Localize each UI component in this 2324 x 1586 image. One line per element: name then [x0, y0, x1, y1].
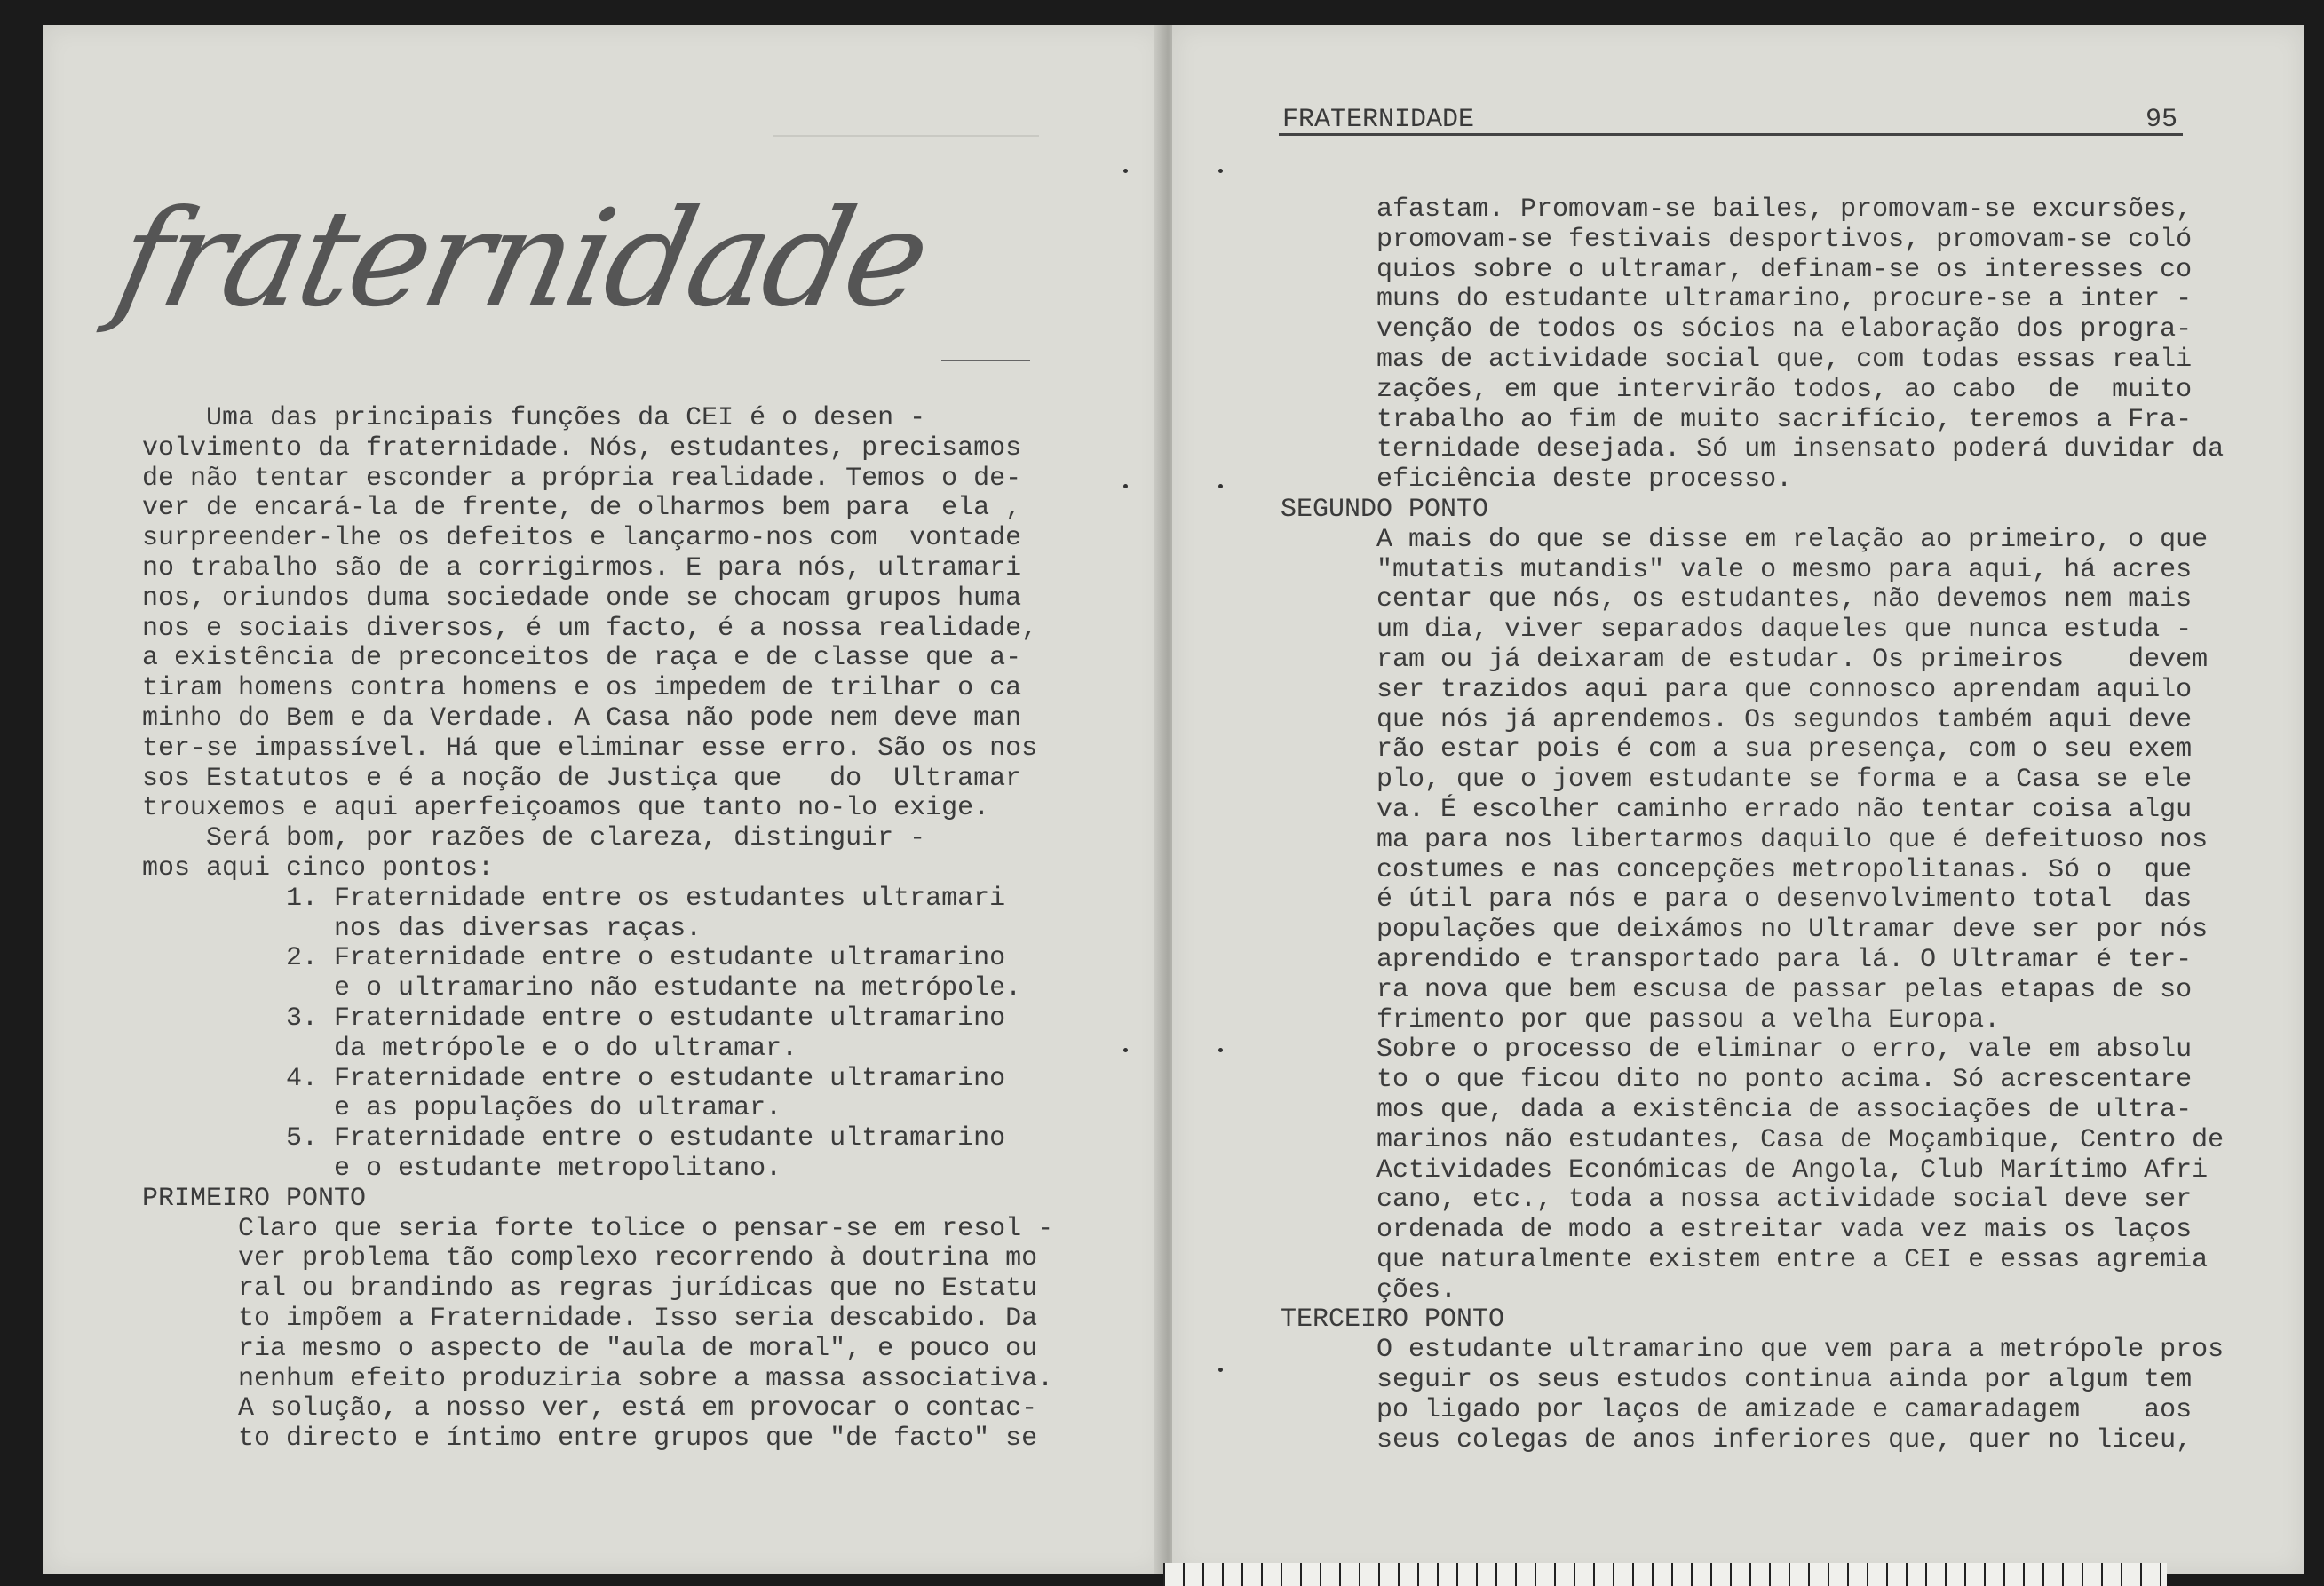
text-line: trabalho ao fim de muito sacrifício, teremos a Fra- [1281, 404, 2193, 435]
text-line: TERCEIRO PONTO [1281, 1304, 1505, 1336]
binding-hole [1218, 1048, 1223, 1052]
text-line: tiram homens contra homens e os impedem de trilhar o ca [142, 673, 1022, 704]
handwritten-title: fraternidade [103, 182, 940, 337]
text-line: afastam. Promovam-se bailes, promovam-se excursões, [1281, 194, 2193, 225]
text-line: va. É escolher caminho errado não tentar coisa algu [1281, 794, 2193, 825]
text-line: de não tentar esconder a própria realidade. Temos o de- [142, 463, 1022, 494]
text-line: ra nova que bem escusa de passar pelas etapas de so [1281, 974, 2193, 1005]
text-line: surpreender-lhe os defeitos e lançarmo-nos com vontade [142, 523, 1022, 554]
page-number: 95 [2145, 105, 2177, 135]
text-line: ternidade desejada. Só um insensato poderá duvidar da [1281, 434, 2225, 465]
text-line: Actividades Económicas de Angola, Club Marítimo Afri [1281, 1154, 2209, 1186]
right-text-column [1281, 195, 2224, 1455]
text-line: po ligado por laços de amizade e camaradagem aos [1281, 1394, 2193, 1425]
faint-rule [773, 135, 1039, 137]
text-line: eficiência deste processo. [1281, 464, 1793, 496]
binding-hole [1123, 1048, 1128, 1052]
text-line: 3. Fraternidade entre o estudante ultramarino [142, 1003, 1006, 1034]
text-line: mos que, dada a existência de associações de ultra- [1281, 1094, 2193, 1125]
left-text-column [142, 404, 1053, 1455]
text-line: é útil para nós e para o desenvolvimento total das [1281, 884, 2193, 916]
text-line: "mutatis mutandis" vale o mesmo para aqui, há acres [1281, 554, 2193, 585]
text-line: ções. [1281, 1274, 1457, 1305]
text-line: mos aqui cinco pontos: [142, 852, 495, 884]
text-line: venção de todos os sócios na elaboração dos progra- [1281, 314, 2193, 345]
text-line: A mais do que se disse em relação ao primeiro, o que [1281, 524, 2209, 555]
text-line: centar que nós, os estudantes, não devemos nem mais [1281, 584, 2193, 615]
text-line: PRIMEIRO PONTO [142, 1183, 367, 1214]
text-line: A solução, a nosso ver, está em provocar o contac- [142, 1393, 1038, 1424]
text-line: ter-se impassível. Há que eliminar esse erro. São os nos [142, 733, 1038, 764]
text-line: minho do Bem e da Verdade. A Casa não pode nem deve man [142, 702, 1022, 734]
text-line: to directo e íntimo entre grupos que "de facto" se [142, 1423, 1038, 1455]
text-line: costumes e nas concepções metropolitanas. Só o que [1281, 854, 2193, 885]
text-line: promovam-se festivais desportivos, promovam-se coló [1281, 224, 2193, 255]
text-line: to impõem a Fraternidade. Isso seria descabido. Da [142, 1303, 1038, 1334]
text-line: muns do estudante ultramarino, procure-se a inter - [1281, 284, 2193, 315]
title-dash [941, 360, 1030, 361]
text-line: Será bom, por razões de clareza, distinguir - [142, 823, 926, 854]
text-line: no trabalho são de a corrigirmos. E para nós, ultramari [142, 552, 1022, 583]
text-line: e o estudante metropolitano. [142, 1153, 782, 1184]
text-line: ver problema tão complexo recorrendo à doutrina mo [142, 1243, 1038, 1274]
header-title: FRATERNIDADE [1282, 105, 1475, 135]
text-line: SEGUNDO PONTO [1281, 494, 1489, 525]
text-line: seus colegas de anos inferiores que, quer no liceu, [1281, 1424, 2193, 1455]
text-line: e o ultramarino não estudante na metrópole. [142, 973, 1022, 1004]
text-line: zações, em que intervirão todos, ao cabo de muito [1281, 374, 2193, 405]
text-line: ma para nos libertarmos daquilo que é defeituoso nos [1281, 824, 2209, 855]
text-line: que naturalmente existem entre a CEI e essas agremia [1281, 1244, 2209, 1275]
text-line: ria mesmo o aspecto de "aula de moral", e pouco ou [142, 1333, 1038, 1364]
text-line: ordenada de modo a estreitar vada vez mais os laços [1281, 1215, 2193, 1246]
text-line: ral ou brandindo as regras jurídicas que no Estatu [142, 1273, 1038, 1304]
binding-hole [1218, 1368, 1223, 1372]
text-line: quios sobre o ultramar, definam-se os interesses co [1281, 254, 2193, 285]
text-line: frimento por que passou a velha Europa. [1281, 1004, 2001, 1035]
text-line: nos, oriundos duma sociedade onde se chocam grupos huma [142, 583, 1022, 614]
running-header [1279, 105, 2183, 136]
text-line: 4. Fraternidade entre o estudante ultramarino [142, 1063, 1006, 1094]
text-line: Claro que seria forte tolice o pensar-se em resol - [142, 1213, 1054, 1244]
text-line: nos e sociais diversos, é um facto, é a nossa realidade, [142, 613, 1038, 644]
binding-hole [1123, 484, 1128, 488]
text-line: um dia, viver separados daqueles que nunca estuda - [1281, 615, 2193, 646]
text-line: mas de actividade social que, com todas essas reali [1281, 344, 2193, 375]
text-line: da metrópole e o do ultramar. [142, 1033, 798, 1064]
text-line: a existência de preconceitos de raça e de classe que a- [142, 643, 1022, 674]
text-line: O estudante ultramarino que vem para a metrópole pros [1281, 1335, 2225, 1366]
text-line: 2. Fraternidade entre o estudante ultramarino [142, 943, 1006, 974]
text-line: 5. Fraternidade entre o estudante ultramarino [142, 1123, 1006, 1154]
text-line: plo, que o jovem estudante se forma e a Casa se ele [1281, 765, 2193, 796]
text-line: aprendido e transportado para lá. O Ultramar é ter- [1281, 944, 2193, 975]
binding-hole [1218, 169, 1223, 173]
text-line: rão estar pois é com a sua presença, com o seu exem [1281, 734, 2193, 765]
text-line: Sobre o processo de eliminar o erro, vale em absolu [1281, 1035, 2193, 1066]
text-line: trouxemos e aqui aperfeiçoamos que tanto no-lo exige. [142, 793, 990, 824]
text-line: cano, etc., toda a nossa actividade social deve ser [1281, 1185, 2193, 1216]
text-line: volvimento da fraternidade. Nós, estudantes, precisamos [142, 432, 1022, 464]
text-line: ram ou já deixaram de estudar. Os primeiros devem [1281, 644, 2209, 675]
scale-ruler [1163, 1563, 2167, 1586]
text-line: seguir os seus estudos continua ainda por algum tem [1281, 1365, 2193, 1396]
text-line: sos Estatutos e é a noção de Justiça que do Ultramar [142, 763, 1022, 794]
text-line: Uma das principais funções da CEI é o desen - [142, 403, 926, 433]
text-line: marinos não estudantes, Casa de Moçambique, Centro de [1281, 1124, 2225, 1155]
text-line: populações que deixámos no Ultramar deve ser por nós [1281, 915, 2209, 946]
binding-hole [1123, 169, 1128, 173]
text-line: nenhum efeito produziria sobre a massa associativa. [142, 1363, 1054, 1394]
text-line: nos das diversas raças. [142, 913, 702, 944]
text-line: 1. Fraternidade entre os estudantes ultramari [142, 883, 1006, 914]
text-line: ver de encará-la de frente, de olharmos bem para ela , [142, 493, 1022, 524]
text-line: e as populações do ultramar. [142, 1093, 782, 1124]
binding-hole [1218, 484, 1223, 488]
text-line: que nós já aprendemos. Os segundos também aqui deve [1281, 704, 2193, 735]
text-line: to o que ficou dito no ponto acima. Só acrescentare [1281, 1065, 2193, 1096]
text-line: ser trazidos aqui para que connosco aprendam aquilo [1281, 674, 2193, 705]
